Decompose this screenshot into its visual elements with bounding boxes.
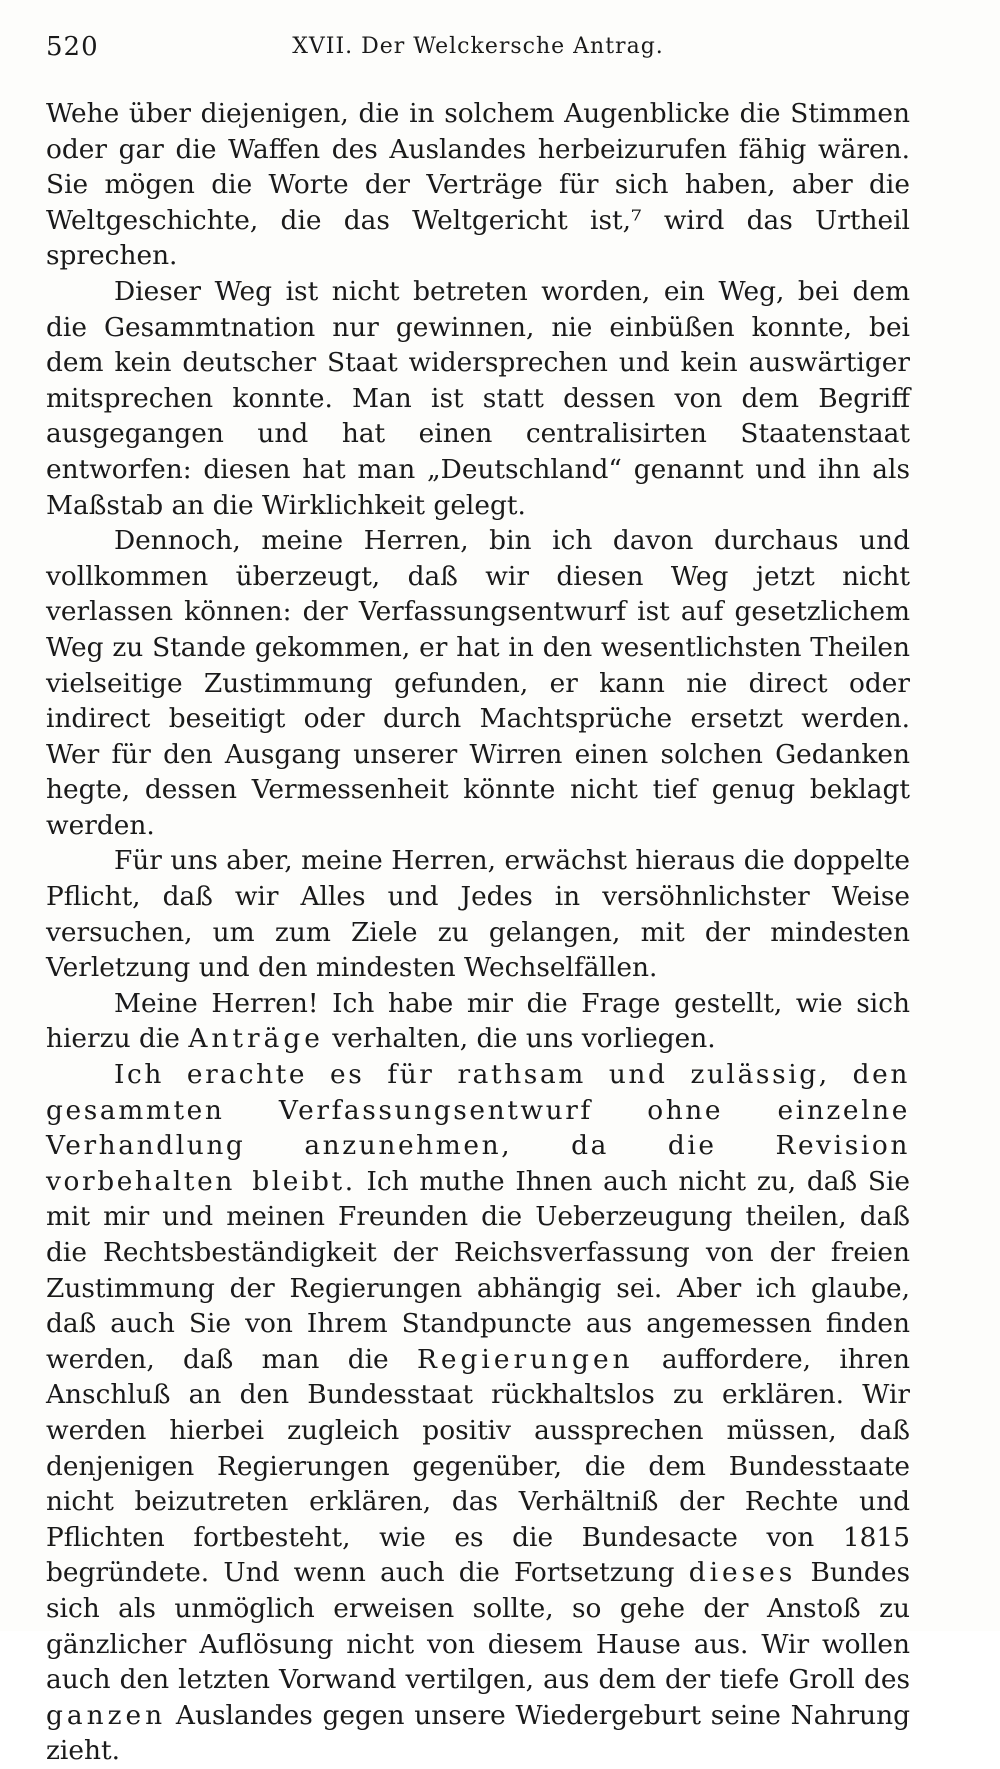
paragraph-text: Meine Herren! Ich habe mir die Frage gestellt, wie sich hierzu die (46, 987, 910, 1055)
paragraph: Dennoch, meine Herren, bin ich davon durchaus und vollkommen überzeugt, daß wir diesen Weg jetzt nicht verlassen können: der Verfassungsentwurf ist auf gesetzlichem Weg zu Stande gekommen, er hat in den wesentlichsten Theilen vielseitige Zustimmung gefunden, er kann nie direct oder indirect beseitigt oder durch Machtsprüche ersetzt werden. Wer für den Ausgang unserer Wirren einen solchen Gedanken hegte, dessen Vermessenheit könnte nicht tief genug beklagt werden. (46, 525, 910, 841)
emphasized-text: Ich erachte es für rathsam und zulässig, den gesammten Verfassungsentwurf ohne einzelne Verhandlung anzunehmen, da die Revision vorbehalten bleibt. (46, 1059, 910, 1197)
paragraph-text: Bundes sich als unmöglich erweisen sollte, so gehe der Anstoß zu gänzlicher Auflösung nicht von diesem Hause aus. Wir wollen auch den letzten Vorwand vertilgen, aus dem der tiefe Groll des (46, 1557, 910, 1696)
emphasized-text: Regierungen (417, 1343, 634, 1375)
emphasized-text: ganzen (46, 1699, 167, 1731)
page-header (46, 32, 910, 72)
running-head: XVII. Der Welckersche Antrag. (292, 34, 664, 59)
paragraph: Dieser Weg ist nicht betreten worden, ein Weg, bei dem die Gesammtnation nur gewinnen, nie einbüßen konnte, bei dem kein deutscher Staat widersprechen und kein auswärtiger mitsprechen konnte. Man ist statt dessen von dem Begriff ausgegangen und hat einen centralisirten Staatenstaat entworfen: diesen hat man „Deutschland“ genannt und ihn als Maßstab an die Wirklichkeit gelegt. (46, 275, 910, 521)
emphasized-text: Anträge (188, 1023, 324, 1055)
paragraph-text: Ich muthe Ihnen auch nicht zu, daß Sie mit mir und meinen Freunden die Ueberzeugung theilen, daß die Rechtsbeständigkeit der Reichsverfassung von der freien Zustimmung der Regierungen abhängig sei. Aber ich glaube, daß auch Sie von Ihrem Standpuncte aus angemessen finden werden, daß man die (46, 1165, 910, 1375)
paragraph-text: auffordere, ihren Anschluß an den Bundesstaat rückhaltslos zu erklären. Wir werden hierbei zugleich positiv aussprechen müssen, daß denjenigen Regierungen gegenüber, die dem Bundesstaate nicht beizutreten erklären, das Verhältniß der Rechte und Pflichten fortbesteht, wie es die Bundesacte von 1815 begründete. Und wenn auch die Fortsetzung (46, 1343, 910, 1589)
paragraph (46, 1057, 910, 1769)
paragraph-text: Auslandes gegen unsere Wiedergeburt seine Nahrung zieht. (46, 1699, 910, 1767)
paragraph-text: verhalten, die uns vorliegen. (323, 1023, 716, 1055)
emphasized-text: dieses (688, 1557, 797, 1589)
paragraph (46, 986, 910, 1057)
paragraph: Für uns aber, meine Herren, erwächst hieraus die doppelte Pflicht, daß wir Alles und Jedes in versöhnlichster Weise versuchen, um zum Ziele zu gelangen, mit der mindesten Verletzung und den mindesten Wechselfällen. (46, 845, 910, 984)
body-text (46, 96, 910, 1769)
page-number: 520 (46, 32, 99, 62)
paragraph: Wehe über diejenigen, die in solchem Augenblicke die Stimmen oder gar die Waffen des Auslandes herbeizurufen fähig wären. Sie mögen die Worte der Verträge für sich haben, aber die Weltgeschichte, die das Weltgericht ist,⁷ wird das Urtheil sprechen. (46, 98, 910, 272)
